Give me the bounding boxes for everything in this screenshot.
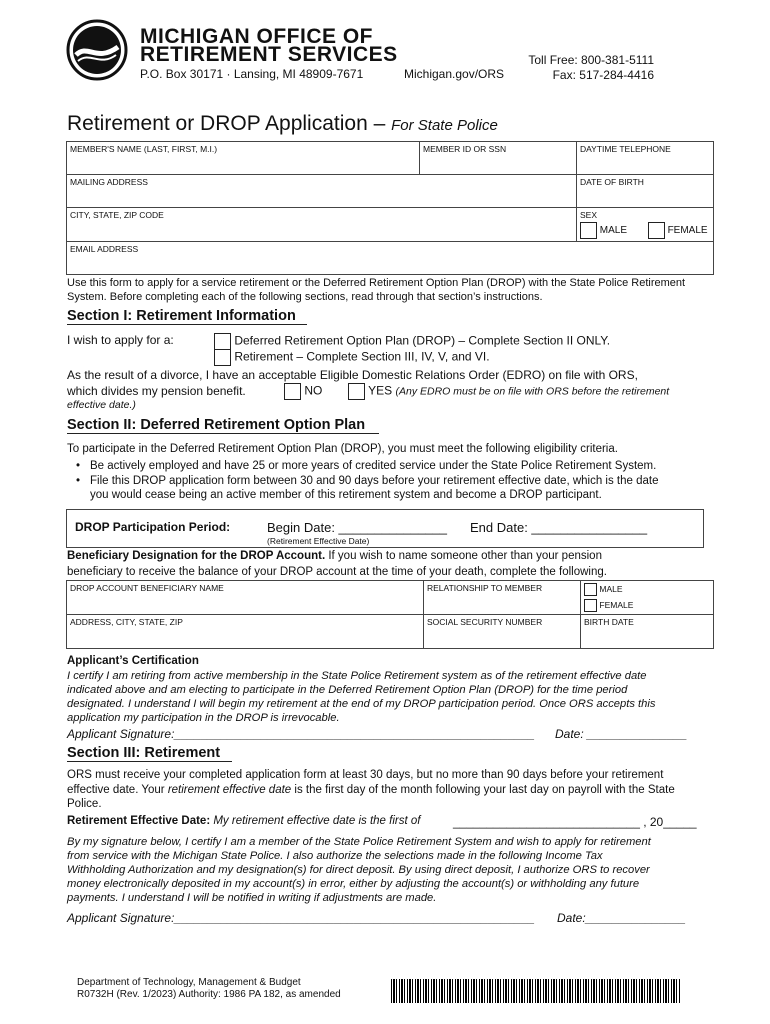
s3-l2-b: is the first day of the month following your last day on payroll with the State — [291, 783, 675, 796]
retirement-date-line[interactable]: Date:_______________ — [557, 911, 686, 925]
b-female-checkbox[interactable] — [584, 599, 597, 612]
begin-date-note: (Retirement Effective Date) — [267, 536, 370, 546]
mailing-label: MAILING ADDRESS — [70, 177, 148, 187]
footer-text — [77, 977, 341, 1001]
s3-cert-3: Withholding Authorization and my designation(s) for direct deposit. By using direct deposit, I authorize ORS to recover — [67, 864, 650, 876]
b-female-label: FEMALE — [599, 599, 634, 610]
s3-line-1: ORS must receive your completed application form at least 30 days, but no more than 90 days before your retirement — [67, 769, 664, 781]
opt-retirement — [214, 349, 490, 366]
s3-line-3: Police. — [67, 798, 102, 810]
edro-yes-label: YES — [368, 383, 393, 398]
beneficiary-heading: Beneficiary Designation for the DROP Account. — [67, 550, 326, 562]
section2-intro: To participate in the Deferred Retirement Option Plan (DROP), you must meet the following eligibility criteria. — [67, 443, 618, 455]
org-name-line1: MICHIGAN OFFICE OF — [140, 25, 373, 48]
drop-date-line[interactable]: Date: _______________ — [555, 727, 688, 741]
cert-line-4: application my participation in the DROP is irrevocable. — [67, 712, 340, 724]
member-name-label: MEMBER'S NAME (LAST, FIRST, M.I.) — [70, 144, 218, 154]
s3-cert-5: payments. I understand I will be notified in writing if adjustments are made. — [67, 892, 437, 904]
sex-field — [577, 208, 714, 242]
beneficiary-ssn-field[interactable] — [424, 615, 581, 649]
opt-drop-label: Deferred Retirement Option Plan (DROP) – Complete Section II ONLY. — [234, 333, 611, 348]
section2-heading: Section II: Deferred Retirement Option Plan — [67, 417, 379, 434]
org-website: Michigan.gov/ORS — [404, 67, 505, 81]
beneficiary-sex-field — [581, 581, 714, 615]
section1-heading: Section I: Retirement Information — [67, 308, 307, 325]
toll-free: Toll Free: 800-381-5111 — [528, 53, 654, 67]
b-rel-label: RELATIONSHIP TO MEMBER — [427, 583, 543, 593]
retirement-signature-line[interactable]: Applicant Signature:______________________________________________________ — [67, 911, 535, 925]
end-date-field[interactable]: End Date: ________________ — [470, 520, 648, 535]
opt-ret-label: Retirement – Complete Section III, IV, V, and VI. — [234, 349, 490, 364]
beneficiary-table — [66, 580, 714, 649]
begin-date-field[interactable]: Begin Date: _______________ — [267, 520, 447, 535]
phone-field[interactable] — [577, 142, 714, 175]
s3-l2-a: effective date. Your — [67, 783, 168, 796]
edro-yes — [348, 383, 669, 400]
retirement-effective-date — [67, 815, 420, 827]
drop-signature-line[interactable]: Applicant Signature:______________________________________________________ — [67, 727, 535, 741]
email-label: EMAIL ADDRESS — [70, 244, 139, 254]
bullet-1: • Be actively employed and have 25 or more years of credited service under the State Police Retirement System. — [90, 459, 656, 473]
dob-field[interactable] — [577, 175, 714, 208]
edro-no-label: NO — [304, 383, 323, 398]
mailing-address-field[interactable] — [67, 175, 577, 208]
edro-note: (Any EDRO must be on file with ORS before the retirement — [395, 385, 670, 398]
female-label: FEMALE — [667, 225, 708, 237]
b-male-label: MALE — [599, 583, 623, 594]
footer-dept: Department of Technology, Management & Budget — [77, 977, 301, 988]
member-name-field[interactable] — [67, 142, 420, 175]
s3-cert-2: from service with the Michigan State Police. I also authorize the selections made in the following Income Tax — [67, 850, 603, 862]
b-birth-label: BIRTH DATE — [584, 617, 634, 627]
drop-period-label: DROP Participation Period: — [75, 520, 231, 534]
beneficiary-birth-field[interactable] — [581, 615, 714, 649]
divorce-question: As the result of a divorce, I have an acceptable Eligible Domestic Relations Order (EDRO) on file with ORS, — [67, 368, 638, 382]
b-ssn-label: SOCIAL SECURITY NUMBER — [427, 617, 543, 627]
s3-cert-1: By my signature below, I certify I am a member of the State Police Retirement System and wish to apply for retirement — [67, 836, 651, 848]
s3-cert-4: money electronically deposited in my account(s) in error, either by adjusting the account(s) or withholding any future — [67, 878, 640, 890]
section3-intro — [67, 768, 717, 812]
female-checkbox[interactable] — [648, 222, 665, 239]
red-italic: My retirement effective date is the first of — [210, 815, 421, 827]
beneficiary-intro — [67, 550, 602, 562]
cert-line-2: indicated above and am electing to participate in the Deferred Retirement Option Plan (DROP) for the time period — [67, 684, 628, 696]
email-field[interactable] — [67, 242, 714, 275]
barcode — [391, 979, 680, 1003]
b-male-checkbox[interactable] — [584, 583, 597, 596]
member-id-label: MEMBER ID OR SSN — [423, 144, 507, 154]
male-checkbox[interactable] — [580, 222, 597, 239]
footer-form-number: R0732H (Rev. 1/2023) Authority: 1986 PA 182, as amended — [77, 989, 341, 1000]
org-name-line2: RETIREMENT SERVICES — [140, 43, 398, 66]
divorce-question-2: which divides my pension benefit. — [67, 384, 246, 398]
edro-note-2: effective date.) — [67, 399, 136, 411]
retirement-checkbox[interactable] — [214, 349, 231, 366]
city-field[interactable] — [67, 208, 577, 242]
red-bold: Retirement Effective Date: — [67, 815, 211, 827]
intro-paragraph: Use this form to apply for a service retirement or the Deferred Retirement Option Plan (DROP) with the State Police Retirement System. Before completing each of the following sections, read through that section’s instructions. — [67, 277, 686, 303]
title-sub: For State Police — [391, 117, 498, 134]
edro-no — [284, 383, 322, 400]
sex-label: SEX — [580, 210, 598, 220]
phone-label: DAYTIME TELEPHONE — [580, 144, 671, 154]
cert-text — [67, 669, 717, 725]
b-addr-label: ADDRESS, CITY, STATE, ZIP — [70, 617, 183, 627]
member-info-table — [66, 141, 714, 275]
s3-line-2 — [67, 783, 717, 798]
page-title — [67, 112, 498, 136]
beneficiary-text: If you wish to name someone other than your pension — [325, 550, 602, 562]
beneficiary-text-2: beneficiary to receive the balance of your DROP account at the time of your death, complete the following. — [67, 566, 607, 578]
beneficiary-address-field[interactable] — [67, 615, 424, 649]
member-id-field[interactable] — [420, 142, 577, 175]
drop-period-box — [66, 509, 704, 548]
cert-line-1: I certify I am retiring from active membership in the State Police Retirement system as of the retirement effective date — [67, 670, 647, 682]
relationship-field[interactable] — [424, 581, 581, 615]
effective-date-field[interactable]: ____________________________ , 20_____ — [453, 815, 697, 829]
city-label: CITY, STATE, ZIP CODE — [70, 210, 164, 220]
section3-heading: Section III: Retirement — [67, 745, 232, 762]
cert-heading: Applicant’s Certification — [67, 655, 199, 667]
s3-l2-it: retirement effective date — [167, 783, 292, 796]
ors-logo — [66, 19, 128, 81]
apply-label: I wish to apply for a: — [67, 333, 174, 347]
b-name-label: DROP ACCOUNT BENEFICIARY NAME — [70, 583, 224, 593]
bullet-2: • File this DROP application form between 30 and 90 days before your retirement effective date, which is the date — [90, 474, 659, 488]
beneficiary-name-field[interactable] — [67, 581, 424, 615]
bullet-2-cont: you would cease being an active member of this retirement system and become a DROP participant. — [90, 489, 602, 501]
drop-checkbox[interactable] — [214, 333, 231, 350]
cert-line-3: designated. I understand I will begin my retirement at the end of my DROP participation period. Once ORS accepts this — [67, 698, 656, 710]
dob-label: DATE OF BIRTH — [580, 177, 644, 187]
title-main: Retirement or DROP Application — [67, 112, 368, 135]
org-address: P.O. Box 30171 · Lansing, MI 48909-7671 — [140, 67, 364, 81]
title-dash: – — [367, 112, 392, 135]
male-label: MALE — [599, 225, 628, 237]
edro-yes-checkbox[interactable] — [348, 383, 365, 400]
section3-cert — [67, 835, 717, 905]
opt-drop — [214, 333, 610, 350]
contact-numbers — [528, 53, 654, 83]
fax: Fax: 517-284-4416 — [552, 68, 654, 82]
edro-no-checkbox[interactable] — [284, 383, 301, 400]
